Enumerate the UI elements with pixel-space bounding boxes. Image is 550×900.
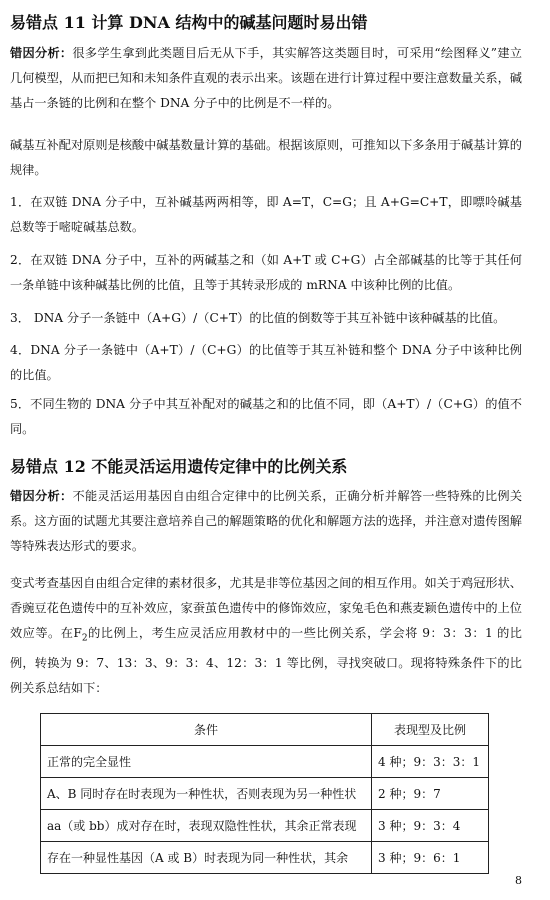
table-header-row	[41, 714, 489, 746]
section-12-title: 易错点 12 不能灵活运用遗传定律中的比例关系	[10, 457, 348, 476]
table-row	[41, 842, 489, 874]
table-cell: 4 种；9：3：3：1	[372, 746, 489, 778]
table-cell: 3 种；9：6：1	[372, 842, 489, 874]
rule-1: 1．在双链 DNA 分子中，互补碱基两两相等，即 A=T，C=G；且 A+G=C+T，即嘌呤碱基总数等于嘧啶碱基总数。	[10, 195, 522, 234]
table-header: 表现型及比例	[372, 714, 489, 746]
rule-2: 2．在双链 DNA 分子中，互补的两碱基之和（如 A+T 或 C+G）占全部碱基的比等于其任何一条单链中该种碱基比例的比值，且等于其转录形成的 mRNA 中该种比例的比值。	[10, 253, 522, 292]
rule-3: 3． DNA 分子一条链中（A+G）/（C+T）的比值的倒数等于其互补链中该种碱基的比值。	[10, 311, 506, 325]
ratio-table	[40, 713, 489, 874]
table-cell: 正常的完全显性	[41, 746, 372, 778]
table-row	[41, 746, 489, 778]
table-cell: 2 种；9：7	[372, 778, 489, 810]
section-11-title: 易错点 11 计算 DNA 结构中的碱基问题时易出错	[10, 13, 368, 32]
section-12-body: 变式考查基因自由组合定律的素材很多，尤其是非等位基因之间的相互作用。如关于鸡冠形状、香豌豆花色遗传中的互补效应，家蚕茧色遗传中的修饰效应，家兔毛色和燕麦颖色遗传中的上位效应等。在$F_2$的比例上，考生应灵活应用教材中的一些比例关系，学会将 9：3：3：1 的比例，转换为 9：7、13：3、9：3：4、12：3：1 等比例，寻找突破口。现将特殊条件下的比例关系总结如下：	[10, 576, 522, 696]
table-cell: aa（或 bb）成对存在时，表现双隐性性状，其余正常表现	[41, 810, 372, 842]
table-cell: A、B 同时存在时表现为一种性状，否则表现为另一种性状	[41, 778, 372, 810]
cause-label: 错因分析：	[10, 46, 73, 60]
cause-text: 很多学生拿到此类题目后无从下手，其实解答这类题目时，可采用“绘图释义”建立几何模型，从而把已知和未知条件直观的表示出来。该题在进行计算过程中要注意数量关系，碱基占一条链的比例和在整个 DNA 分子中的比例是不一样的。	[10, 46, 522, 110]
section-12-cause	[10, 484, 522, 559]
rule-4: 4．DNA 分子一条链中（A+T）/（C+G）的比值等于其互补链和整个 DNA 分子中该种比例的比值。	[10, 343, 522, 382]
section-11-cause	[10, 41, 522, 116]
table-cell: 存在一种显性基因（A 或 B）时表现为同一种性状，其余	[41, 842, 372, 874]
cause-text: 不能灵活运用基因自由组合定律中的比例关系，正确分析并解答一些特殊的比例关系。这方面的试题尤其要注意培养自己的解题策略的优化和解题方法的选择，并注意对遗传图解等特殊表达形式的要求。	[10, 489, 523, 553]
page-number: 8	[515, 874, 522, 887]
cause-label: 错因分析：	[10, 489, 73, 503]
table-header: 条件	[41, 714, 372, 746]
table-cell: 3 种；9：3：4	[372, 810, 489, 842]
table-row	[41, 810, 489, 842]
section-11-intro: 碱基互补配对原则是核酸中碱基数量计算的基础。根据该原则，可推知以下多条用于碱基计算的规律。	[10, 138, 522, 177]
rule-5: 5．不同生物的 DNA 分子中其互补配对的碱基之和的比值不同，即（A+T）/（C+G）的值不同。	[10, 397, 522, 436]
table-row	[41, 778, 489, 810]
